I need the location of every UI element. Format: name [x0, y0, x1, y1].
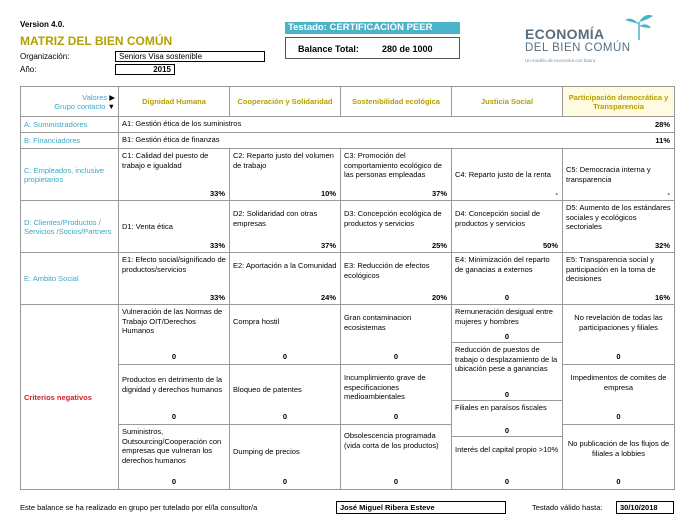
negative-item-value: 0 — [393, 352, 399, 361]
cell-percent: 50% — [542, 241, 558, 250]
row-label-d: D: Clientes/Productos / Servicios /Socios/Partners — [21, 201, 119, 253]
cell-percent: 33% — [209, 241, 225, 250]
column-header: Cooperación y Solidaridad — [230, 87, 341, 117]
cell-percent: 37% — [431, 189, 447, 198]
cell-c4 — [452, 149, 563, 201]
cell-text: B1: Gestión ética de finanzas — [122, 135, 220, 144]
cell-percent: - — [555, 189, 558, 198]
row-label-b: B: Financiadores — [21, 133, 119, 149]
cell-d2 — [230, 201, 341, 253]
cell-d5 — [563, 201, 675, 253]
peer-certification-banner: Testado: CERTIFICACIÓN PEER — [285, 22, 460, 34]
logo-tagline: Un modelo de economía con futuro — [525, 58, 596, 63]
negative-item-value: 0 — [504, 477, 510, 486]
negative-item-text: Impedimentos de comites de empresa — [570, 373, 667, 392]
negative-col-2 — [230, 305, 341, 490]
year-field[interactable]: 2015 — [115, 64, 175, 75]
cell-percent: 28% — [654, 120, 670, 129]
cell-a1 — [119, 117, 675, 133]
negative-item-value: 0 — [171, 412, 177, 421]
organization-label: Organización: — [20, 52, 70, 61]
negative-item-value: 0 — [393, 477, 399, 486]
cell-text: E3: Reducción de efectos ecológicos — [344, 261, 430, 280]
negative-item-text: Filiales en paraísos fiscales — [455, 403, 547, 412]
negative-item — [341, 425, 451, 489]
negative-item-value: 0 — [616, 477, 621, 486]
cell-text: D4: Concepción social de productos y servicios — [455, 209, 541, 228]
negative-item — [452, 343, 562, 401]
cell-text: E4: Minimización del reparto de ganacias a externos — [455, 255, 550, 274]
cell-text: D1: Venta ética — [122, 221, 173, 231]
negative-item-text: Obsolescencia programada (vida corta de los productos) — [344, 431, 439, 450]
row-d — [21, 201, 675, 253]
logo-line-1: ECONOMÍA — [525, 26, 605, 42]
cell-text: E5: Transparencia social y participación en la toma de decisiones — [566, 255, 656, 283]
negative-item-text: Remuneración desigual entre mujeres y hombres — [455, 307, 553, 326]
negative-item — [230, 305, 340, 365]
negative-item-text: Incumplimiento grave de especificaciones medioambientales — [344, 373, 426, 401]
year-label: Año: — [20, 65, 37, 74]
cell-percent: 20% — [431, 293, 447, 302]
negative-item-text: Compra hostil — [233, 317, 280, 326]
cell-b1 — [119, 133, 675, 149]
cell-percent: 32% — [654, 241, 670, 250]
cell-c5 — [563, 149, 675, 201]
negative-item-value: 0 — [616, 412, 621, 421]
row-a — [21, 117, 675, 133]
sprout-icon — [621, 12, 661, 42]
negative-item — [230, 425, 340, 489]
balance-total-box — [285, 37, 460, 59]
negative-item-text: Bloqueo de patentes — [233, 385, 302, 394]
row-label-e: E: Ambito Social — [21, 253, 119, 305]
negative-item — [563, 305, 674, 365]
cell-text: D3: Concepción ecológica de productos y servicios — [344, 209, 442, 228]
cell-percent: 33% — [209, 189, 225, 198]
cell-percent: 33% — [209, 293, 225, 302]
cell-percent: - — [667, 189, 670, 198]
negative-item — [452, 305, 562, 343]
row-e — [21, 253, 675, 305]
negative-item-text: Interés del capital propio >10% — [455, 445, 559, 454]
cell-d1 — [119, 201, 230, 253]
cell-c3 — [341, 149, 452, 201]
cell-text: D5: Aumento de los estándares sociales y ecológicos sectoriales — [566, 203, 671, 231]
cell-text: C1: Calidad del puesto de trabajo e igualdad — [122, 151, 209, 170]
cell-text: A1: Gestión ética de los suministros — [122, 119, 242, 128]
cell-e3 — [341, 253, 452, 305]
down-arrow-icon: ▼ — [107, 101, 115, 111]
cell-percent: 10% — [320, 189, 336, 198]
negative-item-value: 0 — [504, 390, 510, 399]
cell-percent: 11% — [655, 136, 670, 145]
organization-field[interactable]: Seniors Visa sostenible — [115, 51, 265, 62]
cell-text: D2: Solidaridad con otras empresas — [233, 209, 318, 228]
balance-total-value: 280 de 1000 — [382, 44, 433, 54]
cell-text: C2: Reparto justo del volumen de trabajo — [233, 151, 334, 170]
negative-item-value: 0 — [282, 412, 288, 421]
cell-text: E1: Efecto social/significado de productos/servicios — [122, 255, 226, 274]
cell-text: C4: Reparto justo de la renta — [455, 169, 551, 179]
matrix-header-row — [21, 87, 675, 117]
negative-col-1 — [119, 305, 230, 490]
row-label-c: C: Empleados, inclusive propietarios — [21, 149, 119, 201]
negative-item-value: 0 — [171, 477, 177, 486]
corner-groups-label: Grupo contacto — [54, 101, 106, 111]
negative-item-value: 0 — [171, 352, 177, 361]
negative-item — [119, 425, 229, 489]
cell-text: E2: Aportación a la Comunidad — [233, 261, 337, 270]
valid-until-label: Testado válido hasta: — [532, 503, 603, 512]
negative-item — [341, 305, 451, 365]
row-label-a: A: Suministradores — [21, 117, 119, 133]
negative-item-value: 0 — [393, 412, 399, 421]
row-label-negative: Criterios negativos — [21, 305, 119, 490]
consultant-field[interactable]: José Miguel Ribera Esteve — [336, 501, 506, 514]
negative-item-text: Dumping de precios — [233, 447, 300, 456]
cell-text: C5: Democracia interna y transparencia — [566, 165, 651, 184]
cell-c1 — [119, 149, 230, 201]
footer-note: Este balance se ha realizado en grupo per tutelado por el/la consultor/a — [20, 503, 258, 512]
common-good-matrix — [20, 86, 675, 490]
valid-until-field[interactable]: 30/10/2018 — [616, 501, 674, 514]
negative-item — [452, 401, 562, 437]
corner-values-label: Valores — [82, 92, 108, 102]
column-header: Dignidad Humana — [119, 87, 230, 117]
negative-item — [119, 365, 229, 425]
ebc-logo — [525, 12, 685, 64]
negative-item — [119, 305, 229, 365]
cell-d4 — [452, 201, 563, 253]
negative-item-text: Vulneración de las Normas de Trabajo OIT/Derechos Humanos — [122, 307, 223, 335]
cell-percent: 25% — [431, 241, 447, 250]
negative-item-text: Suministros, Outsourcing/Cooperación con empresas que vulneran los derechos humanos — [122, 427, 222, 465]
negative-item-text: Reducción de puestos de trabajo o desplazamiento de la ubicación pese a ganancias — [455, 345, 558, 373]
corner-cell — [21, 87, 119, 117]
cell-text: C3: Promoción del comportamiento ecológico de las personas empleadas — [344, 151, 442, 179]
cell-d3 — [341, 201, 452, 253]
cell-percent: 37% — [320, 241, 336, 250]
version-label: Version 4.0. — [20, 20, 65, 29]
logo-line-2: DEL BIEN COMÚN — [525, 42, 631, 54]
negative-col-5 — [563, 305, 675, 490]
negative-item-value: 0 — [504, 426, 510, 435]
cell-e1 — [119, 253, 230, 305]
negative-item — [563, 365, 674, 425]
cell-e2 — [230, 253, 341, 305]
page-title: MATRIZ DEL BIEN COMÚN — [20, 34, 173, 48]
negative-item — [452, 437, 562, 489]
negative-item — [341, 365, 451, 425]
cell-e5 — [563, 253, 675, 305]
cell-percent: 0 — [504, 293, 510, 302]
negative-item — [563, 425, 674, 489]
negative-item-text: No revelación de todas las participaciones y filiales — [574, 313, 663, 332]
negative-item-value: 0 — [282, 477, 288, 486]
negative-item — [230, 365, 340, 425]
column-header: Sostenibilidad ecológica — [341, 87, 452, 117]
negative-item-text: Productos en detrimento de la dignidad y derechos humanos — [122, 375, 223, 394]
negative-col-3 — [341, 305, 452, 490]
row-negative-criteria — [21, 305, 675, 490]
cell-percent: 16% — [654, 293, 670, 302]
cell-e4 — [452, 253, 563, 305]
row-c — [21, 149, 675, 201]
row-b — [21, 133, 675, 149]
column-header: Participación democrática y Transparencia — [563, 87, 675, 117]
negative-item-text: Gran contaminacion ecosistemas — [344, 313, 412, 332]
negative-item-value: 0 — [504, 332, 510, 341]
cell-percent: 24% — [320, 293, 336, 302]
cell-c2 — [230, 149, 341, 201]
right-arrow-icon: ▶ — [109, 92, 115, 102]
negative-item-text: No publicación de los flujos de filiales a lobbies — [567, 439, 670, 458]
balance-total-label: Balance Total: — [298, 44, 359, 54]
column-header: Justicia Social — [452, 87, 563, 117]
negative-item-value: 0 — [282, 352, 288, 361]
negative-item-value: 0 — [616, 352, 621, 361]
negative-col-4 — [452, 305, 563, 490]
